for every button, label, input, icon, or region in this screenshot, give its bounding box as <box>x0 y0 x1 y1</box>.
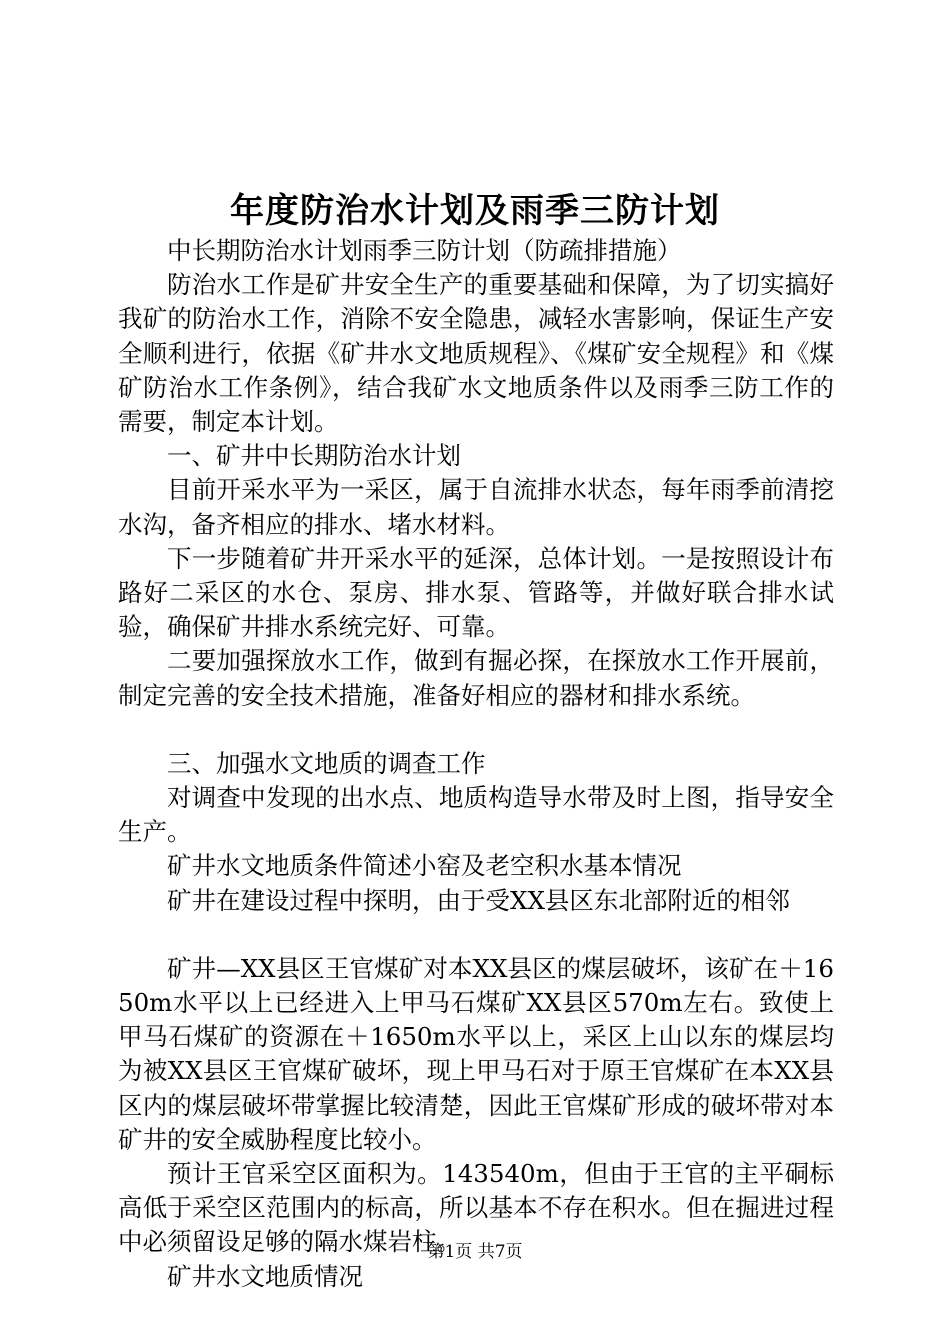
page-number: 第1页 共7页 <box>427 1242 523 1262</box>
paragraph-subtitle: 中长期防治水计划雨季三防计划（防疏排措施） <box>167 236 682 265</box>
paragraph: 矿井—XX县区王官煤矿对本XX县区的煤层破坏，该矿在＋1650m水平以上已经进入上甲马石煤矿XX县区570m左右。致使上甲马石煤矿的资源在＋1650m水平以上，采区上山以东的煤层均为被XX县区王官煤矿破坏，现上甲马石对于原王官煤矿在本XX县区内的煤层破坏带掌握比较清楚，因此王官煤矿形成的破坏带对本矿井的安全威胁程度比较小。 <box>118 953 834 1154</box>
paragraph: 矿井水文地质情况 <box>167 1261 363 1291</box>
paragraph: 矿井水文地质条件简述小窑及老空积水基本情况 <box>167 851 682 881</box>
document-body <box>118 234 834 1294</box>
paragraph: 目前开采水平为一采区，属于自流排水状态，每年雨季前清挖水沟，备齐相应的排水、堵水材料。 <box>118 475 834 539</box>
document-title: 年度防治水计划及雨季三防计划 <box>230 191 720 231</box>
paragraph: 二要加强探放水工作，做到有掘必探，在探放水工作开展前，制定完善的安全技术措施，准备好相应的器材和排水系统。 <box>118 646 834 710</box>
paragraph: 对调查中发现的出水点、地质构造导水带及时上图，指导安全生产。 <box>118 783 834 847</box>
paragraph-intro: 防治水工作是矿井安全生产的重要基础和保障，为了切实搞好我矿的防治水工作，消除不安全隐患，减轻水害影响，保证生产安全顺利进行，依据《矿井水文地质规程》、《煤矿安全规程》和《煤矿防治水工作条例》，结合我矿水文地质条件以及雨季三防工作的需要，制定本计划。 <box>118 270 834 437</box>
paragraph: 矿井在建设过程中探明，由于受XX县区东北部附近的相邻 <box>167 885 790 915</box>
paragraph: 下一步随着矿井开采水平的延深，总体计划。一是按照设计布路好二采区的水仓、泵房、排水泵、管路等，并做好联合排水试验，确保矿井排水系统完好、可靠。 <box>118 543 834 642</box>
section-heading-3: 三、加强水文地质的调查工作 <box>167 748 486 778</box>
paragraph: 预计王官采空区面积为。143540m，但由于王官的主平硐标高低于采空区范围内的标高，所以基本不存在积水。但在掘进过程中必须留设足够的隔水煤岩柱。 <box>118 1159 834 1257</box>
section-heading-1: 一、矿井中长期防治水计划 <box>167 441 461 471</box>
